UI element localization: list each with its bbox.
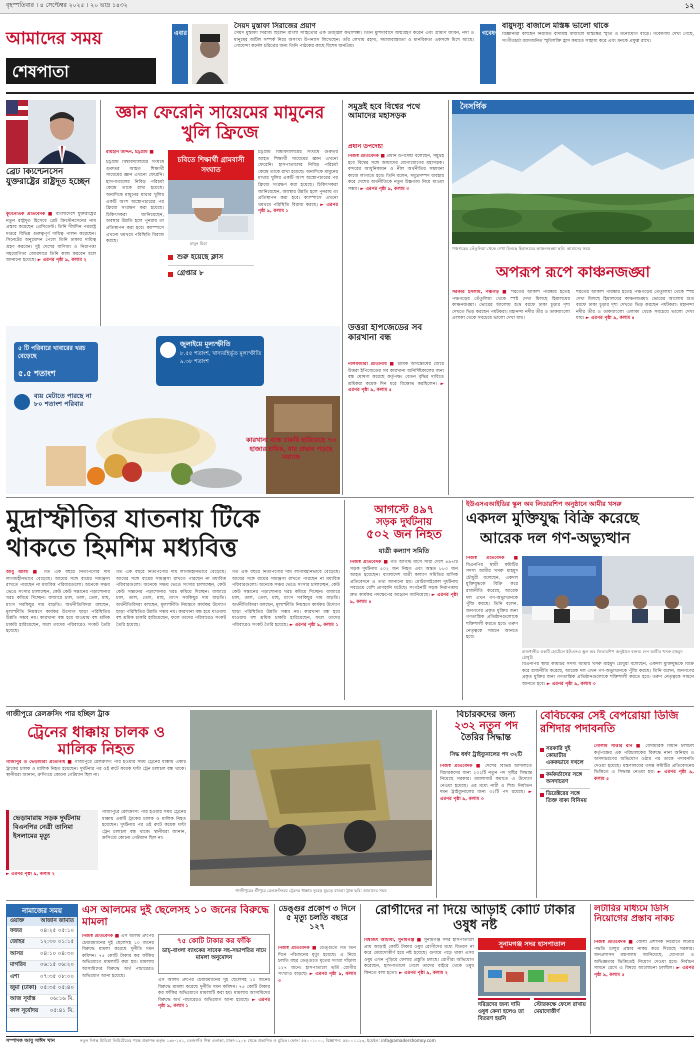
prayer-row xyxy=(7,938,77,949)
logo xyxy=(6,28,156,50)
dengue-byline: নিজস্ব প্রতিবেদক ■ xyxy=(278,946,318,951)
prayer-box xyxy=(6,904,78,1032)
stat1-value: ৫.৫ শতাংশ xyxy=(18,369,56,378)
lead-text-cont: চট্টগ্রাম বিশ্ববিদ্যালয়ের সংঘর্ষে গুরুতর আহত শিক্ষার্থী সায়েমের জ্ঞান এখনো ফেরেনি। হাসপাতালের নিবিড় পরিচর্যা কেন্দ্রে তাকে রাখা হয়েছে। অন্যদিকে মামুনের মাথার খুলির একটি অংশ অস্ত্রোপচারের পর ফ্রিজে সংরক্ষণ করা হয়েছে। চিকিৎসকরা জানিয়েছেন, অবস্থার উন্নতি হলে পুনরায় তা প্রতিস্থাপন করা হবে। ক্যাম্পাসে এখনো থমথমে পরিস্থিতি বিরাজ করছে। xyxy=(258,150,338,208)
bcb-body xyxy=(594,744,694,896)
train-kicker xyxy=(6,710,186,719)
adviser-sub: প্রধান উপদেষ্টা xyxy=(348,144,383,150)
main-byline: আবু আলী ■ xyxy=(6,570,40,575)
nature-body-a xyxy=(452,290,570,450)
train-text-2: গাজীপুরে রেলক্রসিং পার হওয়ার সময় ট্রেনের ধাক্কায় একটি ট্রাকের চালক ও মালিক নিহত হয়েছেন। দুর্ঘটনার পর ওই রুটে কয়েক ঘণ্টা ট্রেন চলাচল বন্ধ থাকে। স্থানীয়রা জানান, ক্রসিংয়ে কোনো গেটম্যান ছিল না। xyxy=(102,810,186,842)
section-rule xyxy=(6,497,694,498)
train-byline: গাজীপুর ও ভেড়ামারা প্রতিনিধি ■ xyxy=(6,760,73,765)
amir-body-b xyxy=(522,662,694,702)
tribunal-head-2: ২৩২ নতুন পদ xyxy=(454,719,518,733)
prayer-name: মাগরিব xyxy=(10,962,26,969)
prayer-time: ১২:৩০ ০১:১৫ xyxy=(39,939,74,946)
col-rule-8 xyxy=(274,904,275,1034)
train-text: গাজীপুরে রেলক্রসিং পার হওয়ার সময় ট্রেনের ধাক্কায় একটি ট্রাকের চালক ও মালিক নিহত হয়েছেন। দুর্ঘটনার পর ওই রুটে কয়েক ঘণ্টা ট্রেন চলাচল বন্ধ থাকে। স্থানীয়রা জানান, ক্রসিংয়ে কোনো গেটম্যান ছিল না। xyxy=(6,760,186,779)
bcb-point xyxy=(540,789,590,807)
section-title xyxy=(6,58,156,84)
nature-caption: পঞ্চগড়ের তেঁতুলিয়া থেকে দেখা মিলছে হিমালয়ের কাঞ্চনজঙ্ঘা ছবি: আমাদের সময় xyxy=(452,246,591,251)
adviser-headline: সমুদ্রই হবে বিশ্বের পথে আমাদের মহাসড়ক xyxy=(348,102,421,121)
factory-box xyxy=(246,436,336,490)
main-body-2 xyxy=(116,570,226,704)
train-more: ► এরপর পৃষ্ঠা ৯, কলাম ২ xyxy=(6,872,55,877)
amir-kicker-text: ইউএসএআইডির স্কুল অব লিডারশিপ অনুষ্ঠানে আমীর খসরু xyxy=(466,500,622,508)
train-kicker-text: গাজীপুরে রেলক্রসিং পার হচ্ছিল ট্রাক xyxy=(6,710,110,718)
tribunal-head-1: বিচারকদের জন্য xyxy=(456,710,516,720)
prayer-time: ০৫:৪১ মি. xyxy=(49,1007,74,1014)
nature-banner-text: নৈসর্গিক xyxy=(460,102,487,111)
lead-box-item xyxy=(168,250,254,266)
amir-caption: রাজধানীর একটি হোটেলে ইউএসএ স্কুল অব লিডারশিপ অনুষ্ঠানে বক্তব্য দেন আমীর খসরু মাহমুদ চৌধুরী xyxy=(522,649,683,660)
inflation-infographic xyxy=(6,326,340,494)
bcb-text: বেসামরিক বিমান চলাচল কর্তৃপক্ষের এক পরিচালকের বিরুদ্ধে নানা অনিয়ম ও অসদাচরণের অভিযোগ ওঠার পর তাকে পদাবনতি দেওয়া হয়েছে। মন্ত্রণালয়ের তদন্ত কমিটির প্রতিবেদনের ভিত্তিতে এ সিদ্ধান্ত নেওয়া হয়। xyxy=(594,744,694,776)
tribunal-text: দেশের বিভিন্ন আদালতে বিচারকদের জন্য ২৩২টি নতুন পদ সৃষ্টির সিদ্ধান্ত নিয়েছে সরকার। মামলাজট কমাতে এ উদ্যোগ নেওয়া হয়েছে। এর মধ্যে নারী ও শিশু নির্যাতন দমন ট্রাইব্যুনালের জন্য ৩২টি পদ রয়েছে। xyxy=(440,764,532,796)
nature-headline: অপরূপ রূপে কাঞ্চনজঙ্ঘা xyxy=(496,264,650,281)
prayer-time: ০৬:১৬ মি. xyxy=(49,996,74,1003)
medicine-text: সুনামগঞ্জ সদর হাসপাতালে প্রায় আড়াই কোটি টাকার ওষুধ রোগীদের মধ্যে বিতরণ না করে মেয়াদোত্তীর্ণ হয়ে নষ্ট হয়েছে। গুদামে পড়ে থাকা এসব ওষুধ এখন পুড়িয়ে ফেলার প্রস্তুতি চলছে। রোগীরা অভিযোগ করেছেন, হাসপাতালে গেলে তাদের বাইরে থেকে ওষুধ কিনতে বলা হতো। xyxy=(364,938,474,976)
prayer-row xyxy=(7,926,77,937)
prayer-name: জোহর xyxy=(10,939,25,946)
bcb-point xyxy=(540,744,590,770)
train-sub-head: ভেড়ামারায় সড়ক দুর্ঘটনায় বিএনপির নেত্রী তানিমা ইসলামের মৃত্যু xyxy=(13,814,81,840)
medicine-red-label-text: সুনামগঞ্জ সদর হাসপাতাল xyxy=(498,940,566,948)
col-rule-2 xyxy=(342,100,343,495)
alam-headline: এস আলমের দুই ছেলেসহ ১০ জনের বিরুদ্ধে মামলা xyxy=(82,904,269,929)
footer-imprint-text: নতুন দিগন্ত মিডিয়া লিমিটেডের পক্ষে প্রকাশক কর্তৃক ১৩৮-১৪১, তেজগাঁও শিল্প এলাকা, ঢাকা-১২০৮ থেকে প্রকাশিত ও মুদ্রিত। ফোন: ৫৫০০১০০০, বিজ্ঞাপন: ৫৫০০১১২৩, ইমেইল: info@amadershomoy.com xyxy=(80,1038,436,1043)
page-number: ১২ xyxy=(684,2,694,10)
train-caption: গাজীপুরের শ্রীপুরে রেলক্রসিংয়ে ট্রেনের ধাক্কায় দুমড়ে মুচড়ে যাওয়া ট্রাক ছবি: আমাদের সময় xyxy=(235,888,387,893)
alam-box xyxy=(158,934,270,974)
amir-photo xyxy=(522,556,694,648)
prayer-name: ফজর xyxy=(10,927,22,934)
alam-text: এস আলম গ্রুপের চেয়ারম্যানের দুই ছেলেসহ ১০ জনের বিরুদ্ধে মামলা করেছে দুর্নীতি দমন কমিশন। ৭৫ কোটি টাকার কর ফাঁকির অভিযোগে মামলাটি করা হয়। মামলায় আসামিদের বিরুদ্ধে অর্থ পাচারেরও অভিযোগ আনা হয়েছে। xyxy=(82,934,154,979)
col-rule-6 xyxy=(436,710,437,898)
road-sub-text: যাত্রী কল্যাণ সমিতি xyxy=(378,547,430,555)
patient-caption: মামুন মিয়া xyxy=(190,241,207,246)
date-line: বৃহস্পতিবার । ৪ সেপ্টেম্বর ২০২৫ । ২০ ভাদ্র ১৪৩২ xyxy=(6,2,128,9)
train-body-2 xyxy=(102,810,186,896)
prayer-row xyxy=(7,961,77,972)
train-headline: ট্রেনের ধাক্কায় চালক ও মালিক নিহত xyxy=(27,724,165,759)
nature-more: ► এরপর পৃষ্ঠা ৯, কলাম ৪ xyxy=(585,316,635,322)
lead-body-col3 xyxy=(258,150,338,320)
prayer-title-bar xyxy=(7,905,77,917)
main-body-1 xyxy=(6,570,110,704)
lottery-body xyxy=(594,940,694,1034)
epz-text: শ্রমিক অসন্তোষের জেরে উত্তরা ইপিজেডের সব কারখানা অনির্দিষ্টকালের জন্য বন্ধ ঘোষণা করেছে কর্তৃপক্ষ। বেতন বৃদ্ধির দাবিতে শ্রমিকরা কয়েক দিন ধরে বিক্ষোভ করছিলেন। xyxy=(348,362,444,387)
alam-byline: নিজস্ব প্রতিবেদক ■ xyxy=(82,934,120,939)
lead-box xyxy=(168,150,254,320)
section-rule-3 xyxy=(6,900,694,901)
alam-body-a xyxy=(82,934,154,1034)
stat1-box xyxy=(14,342,98,382)
medicine-quote-1 xyxy=(478,998,530,1034)
ambassador-photo xyxy=(6,100,96,164)
bullet-icon xyxy=(540,748,544,752)
col-rule-10 xyxy=(590,904,591,1034)
bcb-point-text: ডিরেক্টরের সঙ্গে তিক্ত বাক্য বিনিময় xyxy=(546,791,587,804)
road-head-1: আগস্টে ৪৯৭ xyxy=(374,504,434,516)
prayer-row xyxy=(7,972,77,983)
main-more: ► এরপর পৃষ্ঠা ৯, কলাম ১ xyxy=(289,622,339,628)
road-body xyxy=(350,560,458,698)
section-rule-2 xyxy=(6,706,694,707)
ambassador-byline: কূটনৈতিক প্রতিবেদক ■ xyxy=(6,212,54,217)
amir-text: বিএনপির স্থায়ী কমিটির সদস্য আমীর খসরু মাহমুদ চৌধুরী বলেছেন, একদল মুক্তিযুদ্ধকে বিক্রি করে রাজনীতি করেছে, আরেক দল এখন গণ-অভ্যুত্থানকে পুঁজি করছে। তিনি বলেন, জনগণের প্রকৃত মুক্তির জন্য গণতান্ত্রিক প্রতিষ্ঠানগুলোকে শক্তিশালী করতে হবে। তরুণ নেতৃত্বকে সামনে আনতে হবে। xyxy=(466,562,518,641)
train-sub-box xyxy=(6,810,98,870)
dengue-body xyxy=(278,946,356,1034)
nature-banner xyxy=(452,100,694,114)
prayer-row xyxy=(7,995,77,1006)
july-value: ৮.৫৫ শতাংশ, খাদ্যবহির্ভূত মূল্যস্ফীতি ৯.৩৮ শতাংশ xyxy=(180,351,262,365)
prayer-title: নামাজের সময় xyxy=(21,907,63,915)
lead-text: চট্টগ্রাম বিশ্ববিদ্যালয়ের সংঘর্ষে গুরুতর আহত শিক্ষার্থী সায়েমের জ্ঞান এখনো ফেরেনি। হাসপাতালের নিবিড় পরিচর্যা কেন্দ্রে তাকে রাখা হয়েছে। অন্যদিকে মামুনের মাথার খুলির একটি অংশ অস্ত্রোপচারের পর ফ্রিজে সংরক্ষণ করা হয়েছে। চিকিৎসকরা জানিয়েছেন, অবস্থার উন্নতি হলে পুনরায় তা প্রতিস্থাপন করা হবে। ক্যাম্পাসে এখনো থমথমে পরিস্থিতি বিরাজ করছে। xyxy=(106,160,164,245)
nature-text-cont: শরতের আকাশ পরিষ্কার হতেই পঞ্চগড়ের তেঁতুলিয়া থেকে স্পষ্ট দেখা মিলছে হিমালয়ের কাঞ্চনজঙ্ঘা। ভোরের আলোয় শুভ্র বরফে ঢাকা চূড়ার দৃশ্য দেখতে ভিড় করছেন পর্যটকরা। মহানন্দা নদীর তীর ও ডাকবাংলো এলাকা থেকে সবচেয়ে ভালো দেখা যায়। xyxy=(576,290,694,322)
road-more: ► এরপর পৃষ্ঠা ৯, কলাম ৪ xyxy=(350,592,458,605)
prayer-col-1: ওয়াক্ত xyxy=(10,918,25,924)
main-headline: মুদ্রাস্ফীতির যাতনায় টিকে থাকতে হিমশিম মধ্যবিত্ত xyxy=(6,504,260,562)
footer-editor xyxy=(6,1038,76,1045)
prayer-row xyxy=(7,949,77,960)
amir-kicker xyxy=(466,500,694,509)
adviser-text: প্রধান উপদেষ্টা বলেছেন, সমুদ্রই হবে বিশ্বের সঙ্গে আমাদের যোগাযোগের মহাসড়ক। বন্দরের আধুনিকায়ন ও নীল অর্থনীতির সম্ভাবনা কাজে লাগাতে হবে। তিনি বলেন, সমুদ্রসম্পদ ব্যবহার করে দেশের অর্থনীতিকে নতুন উচ্চতায় নিয়ে যাওয়া সম্ভব। xyxy=(348,154,444,192)
epz-body xyxy=(348,362,444,492)
tribunal-head-3: তৈরির সিদ্ধান্ত xyxy=(461,732,511,743)
ambassador-body xyxy=(6,212,96,320)
prayer-row xyxy=(7,984,77,995)
lead-box-title xyxy=(168,150,254,180)
gabeshona-body xyxy=(502,32,694,86)
amir-body-a xyxy=(466,556,518,702)
top-bar xyxy=(0,0,700,14)
road-sub xyxy=(350,547,458,556)
amir-more: ► এরপর পৃষ্ঠা ৯, কলাম ৩ xyxy=(546,681,596,687)
amir-headline-2: আরেক দল গণ-অভ্যুত্থান xyxy=(480,530,631,547)
train-body xyxy=(6,760,186,808)
col-rule-7 xyxy=(536,710,537,898)
prayer-time: ০৪:২৫ ০৫:১০ xyxy=(39,927,74,934)
col-rule-1 xyxy=(100,100,101,330)
footer-imprint xyxy=(80,1038,694,1049)
prayer-rows xyxy=(7,926,77,1017)
medicine-photo xyxy=(478,952,586,996)
epz-more: ► এরপর পৃষ্ঠা ৯, কলাম ৫ xyxy=(348,381,444,394)
road-byline: নিজস্ব প্রতিবেদক ■ xyxy=(350,560,389,565)
lottery-byline: নিজস্ব প্রতিবেদক ■ xyxy=(594,940,634,945)
stat2-box xyxy=(14,392,98,428)
amir-headline-1: একদল মুক্তিযুদ্ধ বিক্রি করেছে xyxy=(466,510,639,527)
epz-headline: উত্তরা ইপিজেডের সব কারখানা বন্ধ xyxy=(348,324,423,343)
editorial-heading: সৈয়দ মুস্তাফা সিরাজের প্রয়াণ xyxy=(234,22,316,30)
dengue-more: ► এরপর পৃষ্ঠা ৯, কলাম ৩ xyxy=(278,972,356,984)
gabeshona-heading: বায়ুদস্যু বাজালে মস্তিষ্ক ভালো থাকে xyxy=(502,22,609,30)
lead-byline: রায়হান উদ্দিন, চট্টগ্রাম ■ xyxy=(106,150,154,155)
bullet-icon xyxy=(540,793,544,797)
amir-byline: নিজস্ব প্রতিবেদক ■ xyxy=(466,556,518,561)
ambassador-text: বাংলাদেশে যুক্তরাষ্ট্রের নতুন রাষ্ট্রদূত হিসেবে ব্রেট ক্রিস্টেনসেনের নাম প্রস্তাব করেছেন প্রেসিডেন্ট। তিনি দীর্ঘদিন পররাষ্ট্র দপ্তরে বিভিন্ন গুরুত্বপূর্ণ দায়িত্ব পালন করেছেন। সিনেটের অনুমোদন পেলে তিনি ঢাকায় দায়িত্ব গ্রহণ করবেন। দুই দেশের বাণিজ্য ও নিরাপত্তা সহযোগিতা জোরদারে তিনি কাজ করবেন বলে জানানো হয়েছে। xyxy=(6,212,96,264)
stat2-label: ব্যয় মেটাতে পারছে না ৮০ শতাংশ পরিবার xyxy=(34,392,92,408)
tribunal-sub xyxy=(440,752,532,759)
adviser-body xyxy=(348,154,444,322)
factory-label: কারখানা বন্ধে চাকরি হারিয়েছে ৭৩ হাজার শ্রমিক, যার প্রভাব পড়ছে সমাজে xyxy=(246,436,336,461)
editorial-body xyxy=(234,31,474,85)
masthead-rule xyxy=(6,92,694,94)
lottery-text: জেলা প্রশাসক নিয়োগে লটারি পদ্ধতি চালুর প্রস্তাব নাকচ করে দিয়েছে সরকার। জনপ্রশাসন মন্ত্রণালয় জানিয়েছে, যোগ্যতা ও অভিজ্ঞতার ভিত্তিতেই নিয়োগ দেওয়া হবে। নির্বাচন সামনে রেখে এ বিষয়ে আলোচনা চলছিল। xyxy=(594,940,694,972)
prayer-header xyxy=(7,917,77,926)
adviser-more: ► এরপর পৃষ্ঠা ৯, কলাম ৩ xyxy=(360,186,410,192)
bullet-icon xyxy=(540,774,544,778)
road-text: গত আগস্ট মাসে সারা দেশে ৪৯৭টি সড়ক দুর্ঘটনায় ৫০২ জন নিহত এবং অন্তত ৮৮০ জন আহত হয়েছেন। বাংলাদেশ যাত্রী কল্যাণ সমিতির মাসিক প্রতিবেদনে এ তথ্য জানানো হয়। মোটরসাইকেল দুর্ঘটনায় সবচেয়ে বেশি প্রাণহানি ঘটেছে। সংগঠনটি সড়ক নিরাপত্তায় দ্রুত কার্যকর পদক্ষেপের আহ্বান জানিয়েছে। xyxy=(350,560,458,598)
alam-box-title: ৭৫ কোটি টাকার কর ফাঁকি xyxy=(177,937,251,945)
bcb-point-text: কর্মকর্তাদের সঙ্গে অসদাচরণ xyxy=(546,772,583,785)
family-icon xyxy=(14,394,30,410)
prayer-time: ০৪:১০ ০৪:৩০ xyxy=(39,950,74,957)
prayer-row xyxy=(7,1006,77,1017)
nature-byline: সরকার ইসলাম, পঞ্চগড় ■ xyxy=(452,290,509,295)
bcb-point-text: সরকারি দুই কোয়ার্টার এককভাবে দখলে xyxy=(546,746,584,766)
train-truck-photo xyxy=(190,710,432,886)
july-label: জুলাইয়ে মূল্যস্ফীতি xyxy=(180,340,231,348)
lead-box-item xyxy=(168,266,254,281)
prayer-name: এশা xyxy=(10,973,20,980)
prayer-name: আসর xyxy=(10,950,24,957)
july-box xyxy=(156,336,264,386)
nature-text: শরতের আকাশ পরিষ্কার হতেই পঞ্চগড়ের তেঁতুলিয়া থেকে স্পষ্ট দেখা মিলছে হিমালয়ের কাঞ্চনজঙ্ঘা। ভোরের আলোয় শুভ্র বরফে ঢাকা চূড়ার দৃশ্য দেখতে ভিড় করছেন পর্যটকরা। মহানন্দা নদীর তীর ও ডাকবাংলো এলাকা থেকে সবচেয়ে ভালো দেখা যায়। xyxy=(452,290,570,322)
col-rule-5 xyxy=(462,500,463,700)
lead-box-item-text: শুরু হয়েছে ক্লাস xyxy=(177,253,224,261)
tribunal-body xyxy=(440,764,532,896)
alam-body-b xyxy=(158,978,270,1034)
tribunal-more: ► এরপর পৃষ্ঠা ৯, কলাম ৩ xyxy=(440,790,532,802)
bag-icon xyxy=(160,342,176,358)
alam-text-cont: এস আলম গ্রুপের চেয়ারম্যানের দুই ছেলেসহ ১০ জনের বিরুদ্ধে মামলা করেছে দুর্নীতি দমন কমিশন। ৭৫ কোটি টাকার কর ফাঁকির অভিযোগে মামলাটি করা হয়। মামলায় আসামিদের বিরুদ্ধে অর্থ পাচারেরও অভিযোগ আনা হয়েছে। xyxy=(158,978,270,1003)
tribunal-headline xyxy=(440,710,532,743)
nature-body-b xyxy=(576,290,694,450)
bcb-headline: বেবিচকের সেই বেপরোয়া ডিজি রশিদার পদাবনতি xyxy=(540,710,679,735)
main-text: গত এক বছরে নিত্যপণ্যের দাম লাগামহীনভাবে বেড়েছে। আয়ের সঙ্গে ব্যয়ের সামঞ্জস্য রাখতে পারছেন না মধ্যবিত্ত পরিবারগুলো। অনেকে সঞ্চয় ভেঙে সংসার চালাচ্ছেন, কেউ কেউ সন্তানের পড়াশোনার খরচ কমিয়ে দিচ্ছেন। বাজারে চাল, ডাল, তেল, মাছ, মাংস সবকিছুর দাম বাড়তি। অর্থনীতিবিদরা বলছেন, মূল্যস্ফীতি নিয়ন্ত্রণে কার্যকর উদ্যোগ ছাড়া পরিস্থিতির উন্নতি সম্ভব নয়। কারখানা বন্ধ হয়ে যাওয়ায় বহু শ্রমিক চাকরি হারিয়েছেন, ফলে তাদের পরিবারেও সংকট তৈরি হয়েছে। xyxy=(6,570,110,635)
editorial-portrait xyxy=(192,24,228,84)
lead-box-item-text: গ্রেপ্তার ৮ xyxy=(177,269,204,278)
bcb-point xyxy=(540,770,590,789)
prayer-col-2: আজান জামাত xyxy=(40,918,74,924)
col-rule-4 xyxy=(344,500,345,700)
col-rule-9 xyxy=(360,904,361,1034)
prayer-time: ০৬:১৫ ০৬:২০ xyxy=(39,962,74,969)
stat1-label: ৫ টি পরিবারে খাবারের খরচ বেড়েছে xyxy=(18,345,86,360)
main-body-3 xyxy=(232,570,340,704)
alam-more: ► এরপর পৃষ্ঠা ৯, কলাম ১ xyxy=(158,997,270,1010)
gabeshona-text: বিজ্ঞানীরা বলছেন নিয়মিত বাদ্যযন্ত্র বাজালে মস্তিষ্কের স্মৃতি ও মনোযোগ বাড়ে। গবেষণায় দেখা গেছে, সংগীতচর্চা বয়সজনিত স্মৃতিশক্তি হ্রাস কমাতে সাহায্য করে এবং মনকে প্রফুল্ল রাখে। xyxy=(502,32,694,44)
train-body-3 xyxy=(6,872,98,896)
road-head-2: সড়ক দুর্ঘটনায় xyxy=(376,516,432,528)
gabeshona-label-text: গবেষণা xyxy=(482,30,501,37)
ambassador-headline: ব্রেট ক্যিন্টেনসেন যুক্তরাষ্ট্রের রাষ্ট্রদূত হচ্ছেন xyxy=(6,168,91,187)
dengue-headline: ডেঙ্গুর প্রকোপ ৩ দিনে ৫ মৃত্যু চলতি বছরে ১২৭ xyxy=(278,904,356,932)
epz-byline: নীলফামারী প্রতিনিধি ■ xyxy=(348,362,396,367)
lead-more: ► এরপর পৃষ্ঠা ৯, কলাম ১ xyxy=(258,202,338,215)
ambassador-more: ► এরপর পৃষ্ঠা ৯, কলাম ২ xyxy=(37,258,87,264)
tribunal-byline: নিজস্ব প্রতিবেদক ■ xyxy=(440,764,482,769)
lead-box-title-text: চবিতে শিক্ষার্থী গ্রামবাসী সংঘাত xyxy=(177,156,245,174)
prayer-name: জুমা (ঢাকা) xyxy=(10,985,37,992)
prayer-time: ০৭:৩৫ ০৮:০০ xyxy=(39,973,74,980)
lead-box-list xyxy=(168,250,254,282)
medicine-body xyxy=(364,938,474,1034)
medicine-more: ► এরপর পৃষ্ঠা ৯, কলাম ২ xyxy=(398,970,448,976)
footer-editor-text: সম্পাদক আবু সাঈদ খান xyxy=(6,1038,55,1044)
lead-body-col1 xyxy=(106,160,164,320)
bcb-byline: গোলাম সাত্তার রনি ■ xyxy=(594,744,643,749)
medicine-red-label xyxy=(478,938,586,950)
bcb-points xyxy=(540,744,590,807)
lottery-headline: লটারির মাধ্যমে ডিসি নিয়োগের প্রস্তাব নাকচ xyxy=(594,904,675,925)
lottery-more: ► এরপর পৃষ্ঠা ৯, কলাম ৫ xyxy=(594,966,694,978)
medicine-quote-2 xyxy=(534,998,586,1034)
editorial-label-text: এবার xyxy=(174,30,187,37)
prayer-name: আজ সূর্যাস্ত xyxy=(10,996,36,1003)
adviser-byline: নিজস্ব প্রতিবেদক ■ xyxy=(348,154,385,159)
medicine-headline: রোগীদের না দিয়ে আড়াই কোটি টাকার ওষুধ নষ্ট xyxy=(374,904,575,933)
prayer-time: ০৫:৩৫ ০৫:৪০ xyxy=(39,985,74,992)
section-title-text: শেষপাতা xyxy=(12,62,69,81)
patient-photo xyxy=(168,180,254,240)
tribunal-sub-text: সিদ্ধ ধর্ষণ ট্রাইব্যুনালের পদ ৩২টি xyxy=(450,752,522,758)
editorial-text: সৈয়দ মুস্তাফা সিরাজ ছিলেন বাংলা সাহিত্যের এক উজ্জ্বল কথাশিল্পী। তিনি মুর্শিদাবাদে জন্মগ্রহণ করেন এবং গ্রামীণ জীবন, নদী ও মানুষের জটিল সম্পর্ক নিয়ে অসংখ্য উপন্যাস লিখেছেন। তাঁর লেখায় রহস্য, সমাজবাস্তবতা ও মানবিকতা একসঙ্গে মিশে আছে। গোয়েন্দা কর্নেল চরিত্রের জন্য তিনি পাঠকের কাছে বিশেষ জনপ্রিয়। xyxy=(234,31,474,50)
bullet-icon xyxy=(168,255,173,260)
main-text-2: গত এক বছরে নিত্যপণ্যের দাম লাগামহীনভাবে বেড়েছে। আয়ের সঙ্গে ব্যয়ের সামঞ্জস্য রাখতে পারছেন না মধ্যবিত্ত পরিবারগুলো। অনেকে সঞ্চয় ভেঙে সংসার চালাচ্ছেন, কেউ কেউ সন্তানের পড়াশোনার খরচ কমিয়ে দিচ্ছেন। বাজারে চাল, ডাল, তেল, মাছ, মাংস সবকিছুর দাম বাড়তি। অর্থনীতিবিদরা বলছেন, মূল্যস্ফীতি নিয়ন্ত্রণে কার্যকর উদ্যোগ ছাড়া পরিস্থিতির উন্নতি সম্ভব নয়। কারখানা বন্ধ হয়ে যাওয়ায় বহু শ্রমিক চাকরি হারিয়েছেন, ফলে তাদের পরিবারেও সংকট তৈরি হয়েছে। xyxy=(116,570,226,628)
main-text-3: গত এক বছরে নিত্যপণ্যের দাম লাগামহীনভাবে বেড়েছে। আয়ের সঙ্গে ব্যয়ের সামঞ্জস্য রাখতে পারছেন না মধ্যবিত্ত পরিবারগুলো। অনেকে সঞ্চয় ভেঙে সংসার চালাচ্ছেন, কেউ কেউ সন্তানের পড়াশোনার খরচ কমিয়ে দিচ্ছেন। বাজারে চাল, ডাল, তেল, মাছ, মাংস সবকিছুর দাম বাড়তি। অর্থনীতিবিদরা বলছেন, মূল্যস্ফীতি নিয়ন্ত্রণে কার্যকর উদ্যোগ ছাড়া পরিস্থিতির উন্নতি সম্ভব নয়। কারখানা বন্ধ হয়ে যাওয়ায় বহু শ্রমিক চাকরি হারিয়েছেন, ফলে তাদের পরিবারেও সংকট তৈরি হয়েছে। xyxy=(232,570,340,628)
col-rule-3 xyxy=(448,100,449,495)
bcb-more: ► এরপর পৃষ্ঠা ৯, কলাম ৫ xyxy=(594,770,694,782)
prayer-name: কাল সূর্যোদয় xyxy=(10,1007,39,1014)
medicine-quote-2-text: স্টোরকক্ষে ফেলে রাখায় মেয়াদোত্তীর্ণ xyxy=(534,1002,586,1015)
lead-headline: জ্ঞান ফেরেনি সায়েমের মামুনের খুলি ফ্রিজে xyxy=(115,104,325,143)
road-headline xyxy=(350,504,458,542)
amir-text-cont: বিএনপির স্থায়ী কমিটির সদস্য আমীর খসরু মাহমুদ চৌধুরী বলেছেন, একদল মুক্তিযুদ্ধকে বিক্রি করে রাজনীতি করেছে, আরেক দল এখন গণ-অভ্যুত্থানকে পুঁজি করছে। তিনি বলেন, জনগণের প্রকৃত মুক্তির জন্য গণতান্ত্রিক প্রতিষ্ঠানগুলোকে শক্তিশালী করতে হবে। তরুণ নেতৃত্বকে সামনে আনতে হবে। xyxy=(522,662,694,687)
footer-rule xyxy=(6,1036,694,1037)
logo-text: আমাদের সময় xyxy=(6,29,102,49)
bullet-icon xyxy=(168,272,173,277)
kanchenjunga-photo xyxy=(452,114,694,244)
road-head-3: ৫০২ জন নিহত xyxy=(366,527,442,542)
dengue-text: ডেঙ্গুতে গত তিন দিনে পাঁচজনের মৃত্যু হয়েছে। এ নিয়ে চলতি বছর ডেঙ্গুতে মৃতের সংখ্যা দাঁড়াল ১২৭ জনে। হাসপাতালে ভর্তি রোগীর সংখ্যাও বাড়ছে। xyxy=(278,946,356,978)
alam-box-sub: ডাচ্-বাংলা ব্যাংকের সাবেক সহ-সভাপতির নামে মামলা অনুমোদন xyxy=(161,948,267,962)
medicine-quote-1-text: দরিদ্রদের জন্য দামি ওষুধ কেনা হলেও তা বিতরণ হয়নি xyxy=(478,1002,524,1022)
medicine-byline: বিশ্বজিৎ আচার্য্য, সুনামগঞ্জ ■ xyxy=(364,938,422,943)
